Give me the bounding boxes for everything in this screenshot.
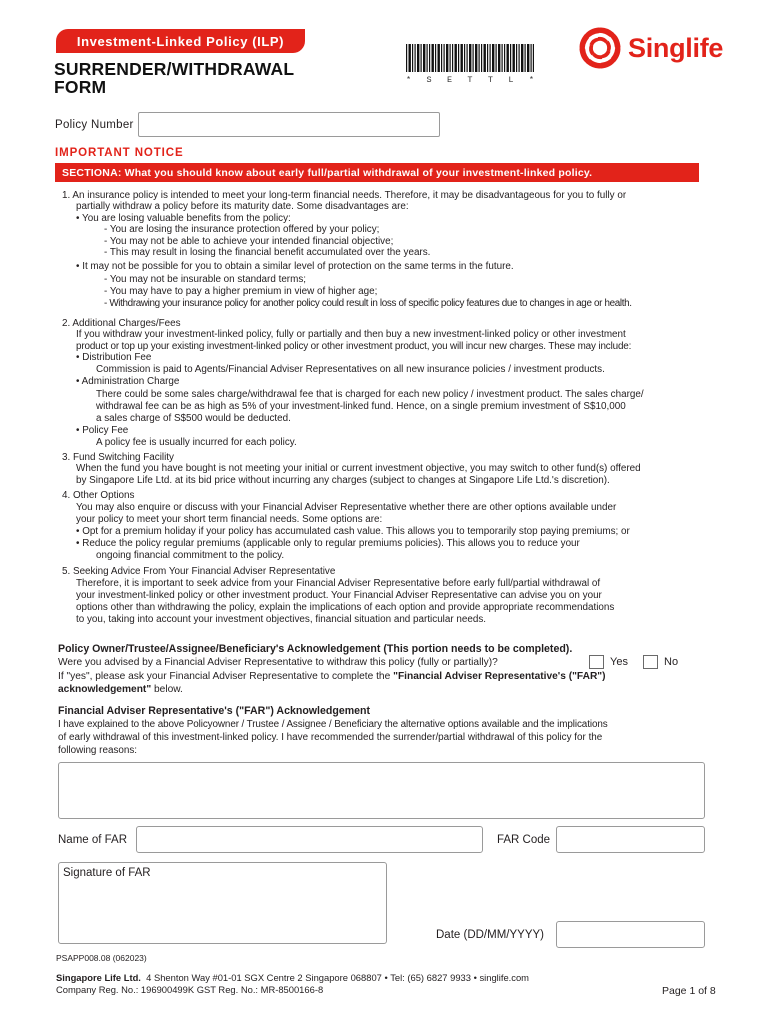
important-notice-title: IMPORTANT NOTICE — [55, 147, 184, 159]
yes-label: Yes — [610, 656, 628, 668]
form-code: PSAPP008.08 (062023) — [56, 953, 147, 963]
notice-line: - This may result in losing the financial benefit accumulated over the years. — [104, 247, 431, 258]
acknowledgement-note-bold2: acknowledgement" — [58, 684, 152, 695]
notice-line: your policy to meet your short term financial needs. Some options are: — [76, 514, 383, 525]
far-code-label: FAR Code — [497, 834, 551, 846]
footer-address — [56, 972, 529, 983]
far-text-line: of early withdrawal of this investment-linked policy. I have recommended the surrender/partial withdrawal of this policy for the — [58, 732, 603, 743]
acknowledgement-note — [58, 671, 606, 682]
footer-address-text: 4 Shenton Way #01-01 SGX Centre 2 Singapore 068807 • Tel: (65) 6827 9933 • singlife.com — [146, 972, 529, 983]
form-title-line2: FORM — [54, 77, 107, 97]
notice-line: to you, taking into account your investment objectives, financial situation and particular needs. — [76, 614, 487, 625]
notice-line: a sales charge of S$500 would be deducted. — [96, 413, 291, 424]
barcode-char: * — [406, 75, 412, 85]
notice-line: - Withdrawing your insurance policy for another policy could result in loss of specific policy features due to changes in age or health. — [104, 298, 632, 309]
acknowledgement-note-suffix: below. — [151, 684, 183, 695]
barcode-char: S — [426, 75, 432, 85]
notice-line: - You are losing the insurance protection offered by your policy; — [104, 224, 380, 235]
notice-line: by Singapore Life Ltd. at its bid price without incurring any charges (subject to changes at Singapore Life Ltd.'s discretion). — [76, 475, 610, 486]
name-of-far-input[interactable] — [136, 826, 483, 853]
acknowledgement-note-bold: "Financial Adviser Representative's ("FAR") — [393, 671, 606, 682]
date-input[interactable] — [556, 921, 705, 948]
notice-line: product or top up your existing investment-linked policy or other investment product, you will incur new charges. These may include: — [76, 341, 632, 352]
notice-line: ongoing financial commitment to the policy. — [96, 550, 285, 561]
notice-line: - You may have to pay a higher premium in view of higher age; — [104, 286, 378, 297]
far-code-input[interactable] — [556, 826, 705, 853]
barcode-char: T — [467, 75, 473, 85]
footer-registration: Company Reg. No.: 196900499K GST Reg. No.: MR-8500166-8 — [56, 984, 324, 995]
far-acknowledgement-title: Financial Adviser Representative's ("FAR") Acknowledgement — [58, 705, 371, 717]
notice-line: When the fund you have bought is not meeting your initial or current investment objective, you may switch to other fund(s) offered — [76, 463, 641, 474]
date-label: Date (DD/MM/YYYY) — [436, 929, 544, 941]
notice-line: • It may not be possible for you to obtain a similar level of protection on the same terms in the future. — [76, 261, 514, 272]
acknowledgement-note-cont — [58, 684, 183, 695]
notice-line: • Policy Fee — [76, 425, 129, 436]
barcode-char: T — [487, 75, 493, 85]
barcode-char: L — [508, 75, 514, 85]
notice-line: A policy fee is usually incurred for each policy. — [96, 437, 297, 448]
notice-line: Commission is paid to Agents/Financial Adviser Representatives on all new insurance policies / investment products. — [96, 364, 605, 375]
acknowledgement-question: Were you advised by a Financial Adviser Representative to withdraw this policy (fully or partially)? — [58, 657, 498, 668]
notice-line: If you withdraw your investment-linked policy, fully or partially and then buy a new investment-linked policy or other investment — [76, 329, 626, 340]
yes-checkbox[interactable] — [589, 655, 604, 669]
page-number: Page 1 of 8 — [662, 985, 716, 997]
form-title-line1: SURRENDER/WITHDRAWAL — [54, 59, 295, 79]
far-text-line: following reasons: — [58, 745, 138, 756]
notice-line: - You may not be insurable on standard terms; — [104, 274, 307, 285]
notice-line: partially withdraw a policy before its maturity date. Some disadvantages are: — [76, 201, 409, 212]
barcode-char: * — [528, 75, 534, 85]
acknowledgement-title: Policy Owner/Trustee/Assignee/Beneficiary's Acknowledgement (This portion needs to be completed). — [58, 643, 573, 655]
notice-line: • Opt for a premium holiday if your policy has accumulated cash value. This allows you to temporarily stop paying premiums; or — [76, 526, 630, 537]
notice-line: There could be some sales charge/withdrawal fee that is charged for each new policy / investment product. The sales charge/ — [96, 389, 644, 400]
notice-line: options other than withdrawing the policy, explain the implications of each option and provide appropriate recommendations — [76, 602, 615, 613]
notice-line: 3. Fund Switching Facility — [62, 452, 174, 463]
acknowledgement-note-prefix: If "yes", please ask your Financial Adviser Representative to complete the — [58, 671, 394, 682]
barcode-char: E — [446, 75, 453, 85]
notice-line: withdrawal fee can be as high as 5% of your investment-linked fund. Hence, on a single premium investment of S$10,000 — [96, 401, 626, 412]
notice-line: your investment-linked policy or other investment product. Your Financial Adviser Representative can advise you on your — [76, 590, 602, 601]
no-checkbox[interactable] — [643, 655, 658, 669]
notice-line: • Distribution Fee — [76, 352, 152, 363]
name-of-far-label: Name of FAR — [58, 834, 128, 846]
notice-line: You may also enquire or discuss with your Financial Adviser Representative whether there are other options available under — [76, 502, 617, 513]
reasons-textarea[interactable] — [58, 762, 705, 819]
notice-line: 5. Seeking Advice From Your Financial Adviser Representative — [62, 566, 336, 577]
no-label: No — [664, 656, 679, 668]
policy-number-label: Policy Number — [55, 119, 134, 131]
notice-line: • Administration Charge — [76, 376, 180, 387]
signature-of-far-label: Signature of FAR — [63, 867, 151, 879]
footer-company: Singapore Life Ltd. — [56, 972, 141, 983]
notice-line: • You are losing valuable benefits from the policy: — [76, 213, 291, 224]
notice-line: 4. Other Options — [62, 490, 135, 501]
notice-line: Therefore, it is important to seek advice from your Financial Adviser Representative before early full/partial withdrawal of — [76, 578, 601, 589]
section-a-header: SECTIONA: What you should know about early full/partial withdrawal of your investment-linked policy. — [55, 163, 699, 182]
notice-line: - You may not be able to achieve your intended financial objective; — [104, 236, 394, 247]
notice-line: 2. Additional Charges/Fees — [62, 318, 181, 329]
notice-line: • Reduce the policy regular premiums (applicable only to regular premiums policies). This allows you to reduce your — [76, 538, 580, 549]
far-text-line: I have explained to the above Policyowner / Trustee / Assignee / Beneficiary the alternative options available and the implications — [58, 719, 608, 730]
ilp-badge: Investment-Linked Policy (ILP) — [56, 29, 305, 53]
singlife-logo-text: Singlife — [628, 32, 724, 63]
notice-line: 1. An insurance policy is intended to meet your long-term financial needs. Therefore, it may be disadvantageous for you to fully or — [62, 190, 627, 201]
